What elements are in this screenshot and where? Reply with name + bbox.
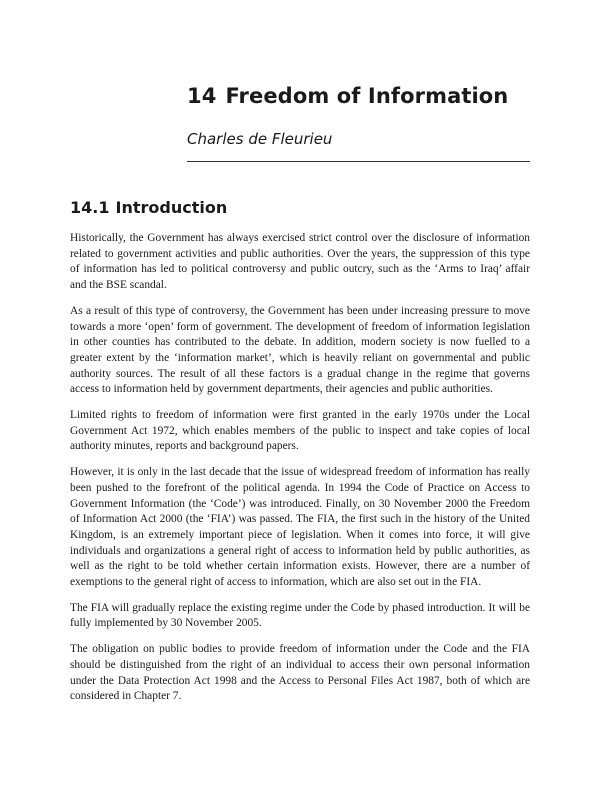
paragraph: Historically, the Government has always exercised strict control over the disclosure of information related to government activities and public authorities. Over the years, the suppression of this type of information has led to political controversy and public outcry, such as the ‘Arms to Iraq’ affair and the BSE scandal. <box>70 232 530 292</box>
paragraph: The FIA will gradually replace the existing regime under the Code by phased introduction. It will be fully implemented by 30 November 2005. <box>70 601 530 630</box>
section-title: Introduction <box>115 198 228 217</box>
section-number: 14.1 <box>70 198 110 217</box>
paragraph: As a result of this type of controversy, the Government has been under increasing pressure to move towards a more ‘open’ form of government. The development of freedom of information legislation in other counties has contributed to the debate. In addition, modern society is now fuelled to a greater extent by the ‘information market’, which is heavily reliant on governmental and public authority sources. The result of all these factors is a gradual change in the regime that governs access to information held by government departments, their agencies and public authorities. <box>70 304 530 396</box>
section-heading <box>70 198 227 217</box>
title-divider <box>187 161 530 162</box>
body-text <box>70 231 530 715</box>
chapter-title <box>187 84 508 108</box>
chapter-title-text: Freedom of Information <box>225 84 509 108</box>
chapter-number: 14 <box>187 84 217 108</box>
paragraph: Limited rights to freedom of information were first granted in the early 1970s under the Local Government Act 1972, which enables members of the public to inspect and take copies of local authority minutes, reports and background papers. <box>70 409 530 453</box>
paragraph: However, it is only in the last decade that the issue of widespread freedom of information has really been pushed to the forefront of the political agenda. In 1994 the Code of Practice on Access to Government Information (the ‘Code’) was introduced. Finally, on 30 November 2000 the Freedom of Information Act 2000 (the ‘FIA’) was passed. The FIA, the first such in the history of the United Kingdom, is an extremely important piece of legislation. When it comes into force, it will give individuals and organizations a general right of access to information held by public authorities, as well as the right to be told whether certain information exists. However, there are a number of exemptions to the general right of access to information, which are also set out in the FIA. <box>70 466 530 589</box>
chapter-author: Charles de Fleurieu <box>187 130 333 148</box>
paragraph: The obligation on public bodies to provide freedom of information under the Code and the FIA should be distinguished from the right of an individual to access their own personal information under the Data Protection Act 1998 and the Access to Personal Files Act 1987, both of which are considered in Chapter 7. <box>70 643 530 703</box>
